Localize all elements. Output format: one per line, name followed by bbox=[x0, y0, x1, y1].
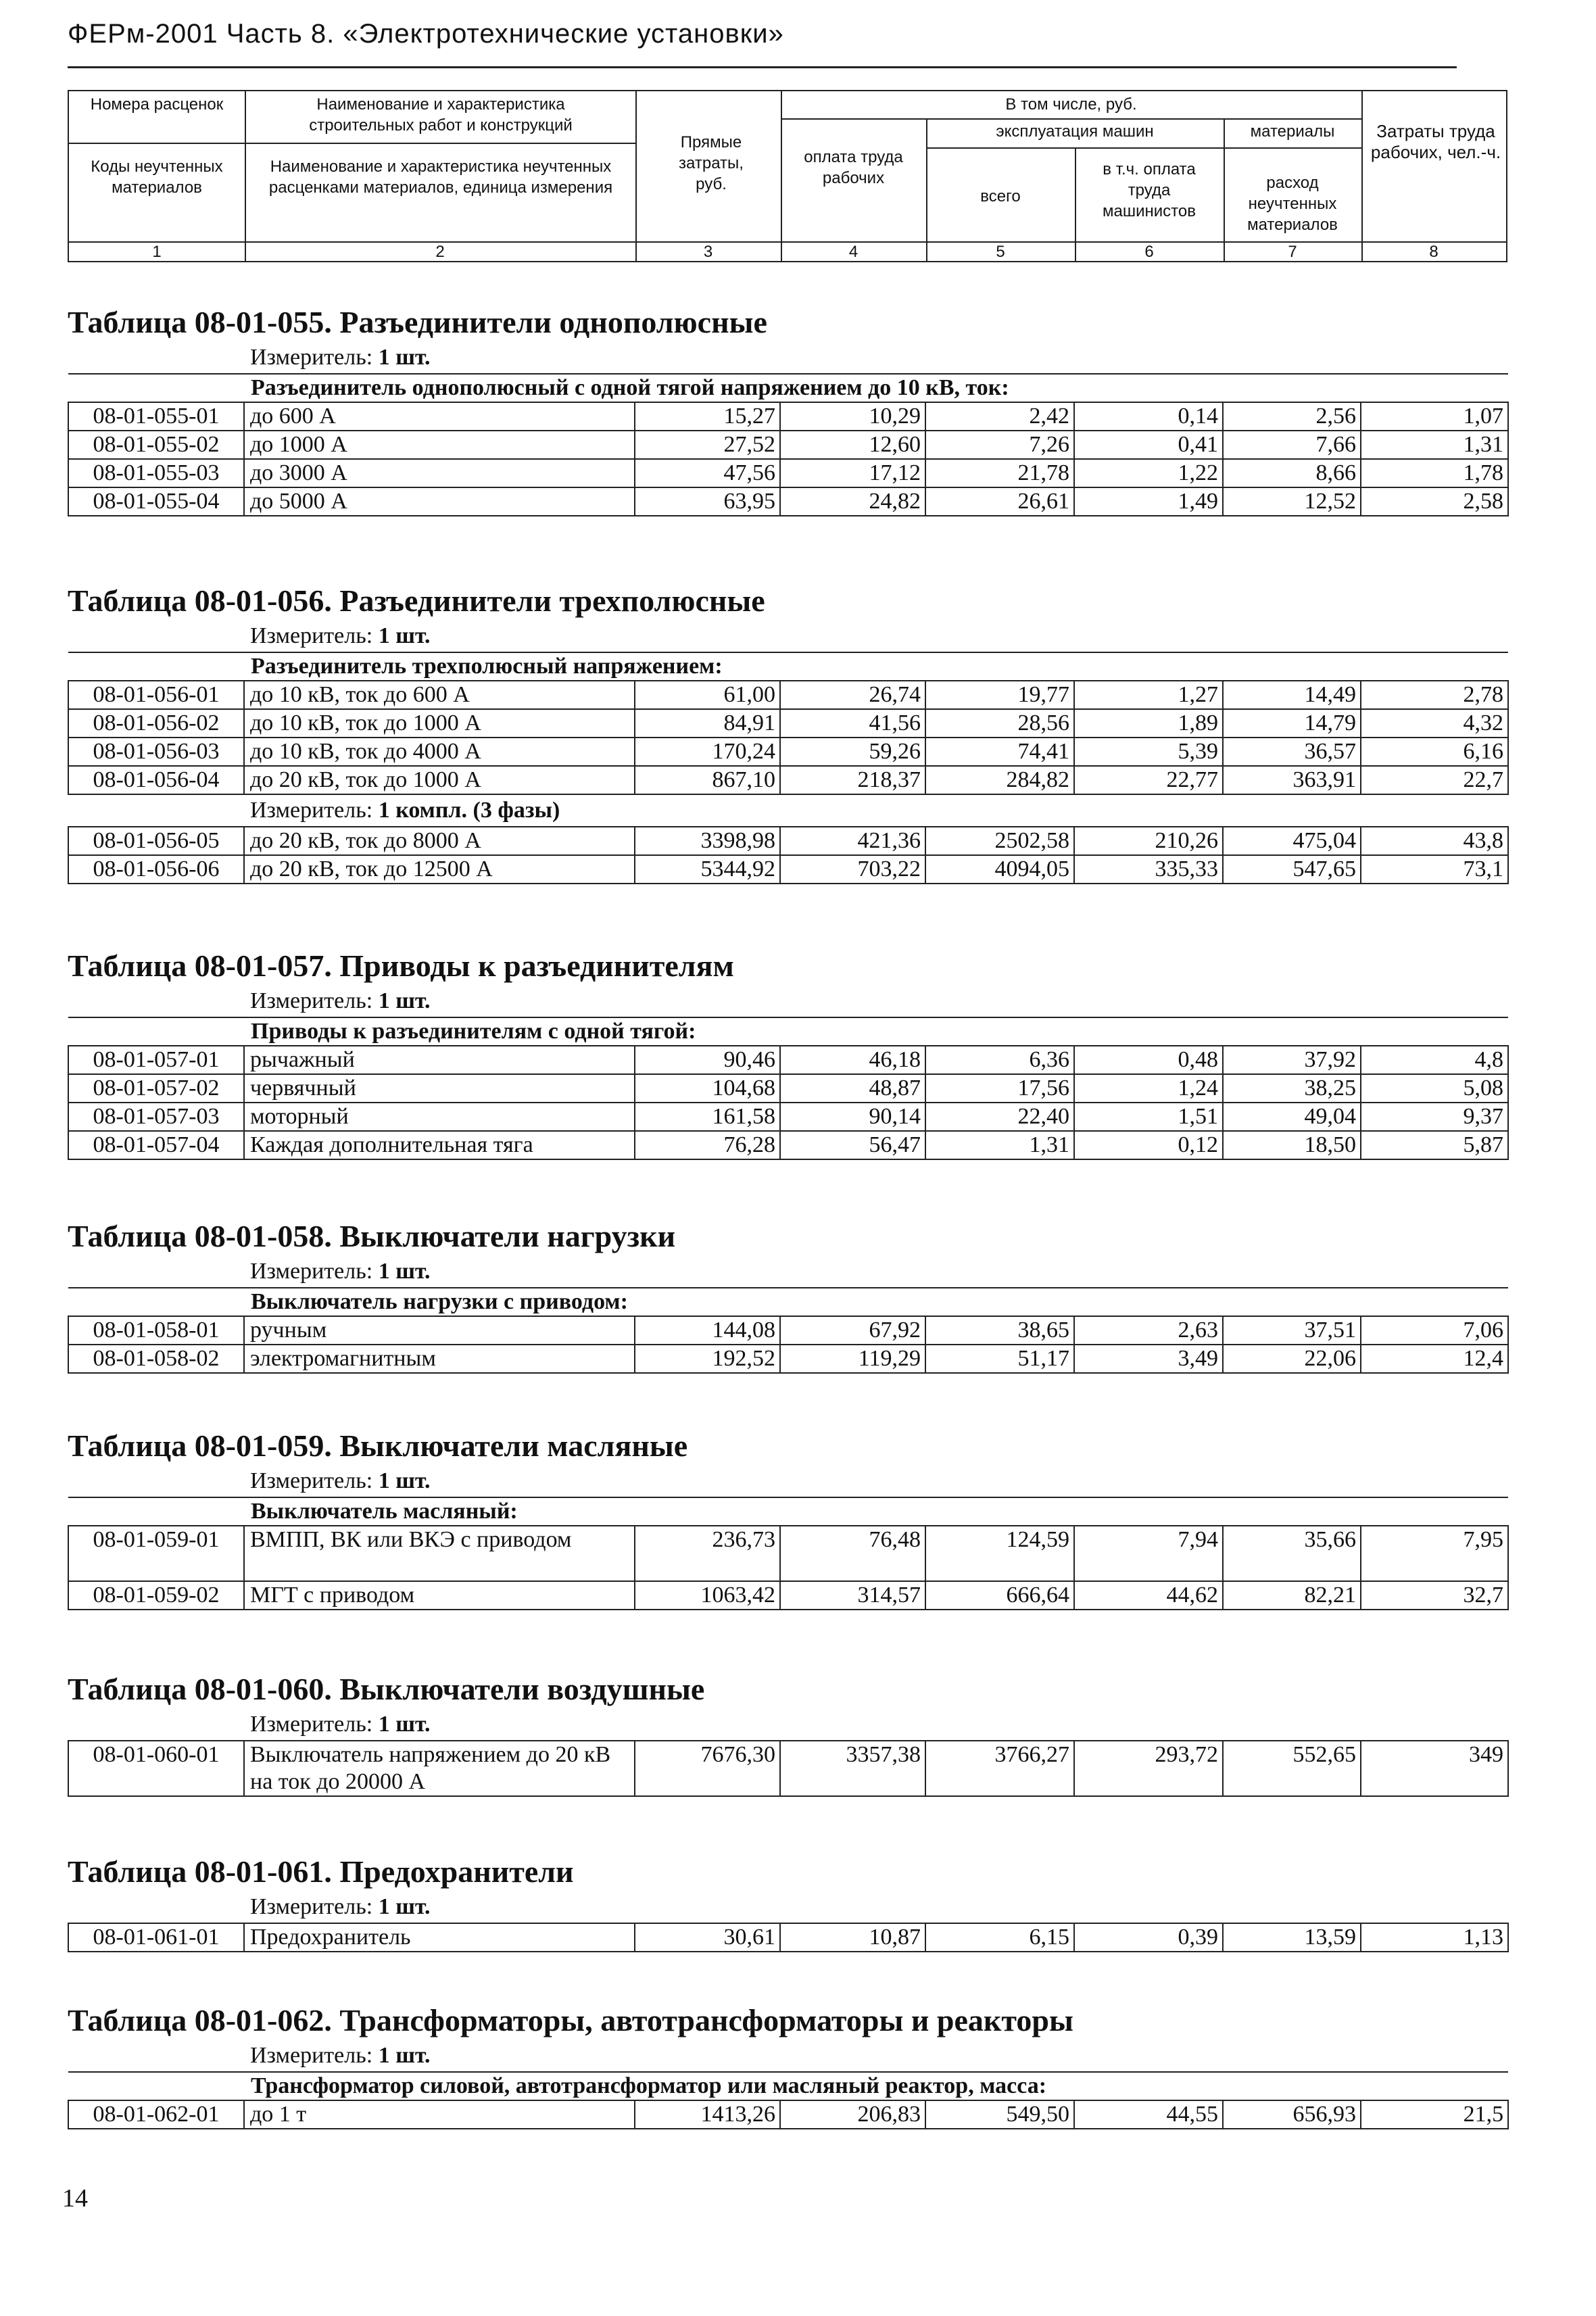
group-heading: Выключатель нагрузки с приводом: bbox=[68, 1288, 1508, 1316]
rate-code: 08-01-056-03 bbox=[68, 738, 244, 766]
header-in-total: В том числе, руб. bbox=[1005, 95, 1137, 114]
operator-wages: 2,63 bbox=[1074, 1316, 1223, 1345]
labor-hours: 7,06 bbox=[1361, 1316, 1508, 1345]
table-row bbox=[68, 709, 1508, 738]
table-row bbox=[68, 738, 1508, 766]
item-description: Предохранитель bbox=[244, 1923, 635, 1952]
unit-line bbox=[250, 2040, 1507, 2071]
labor-hours: 2,78 bbox=[1361, 681, 1508, 709]
worker-wages: 10,29 bbox=[780, 402, 925, 431]
rate-code: 08-01-055-01 bbox=[68, 402, 244, 431]
rate-table-block bbox=[68, 1426, 1507, 1610]
divider bbox=[245, 91, 246, 261]
data-table bbox=[68, 1923, 1509, 1952]
group-heading: Выключатель масляный: bbox=[68, 1497, 1508, 1526]
unit-prefix: Измеритель: bbox=[250, 1712, 373, 1737]
operator-wages: 44,55 bbox=[1074, 2100, 1223, 2129]
materials: 547,65 bbox=[1223, 855, 1361, 884]
direct-costs: 192,52 bbox=[635, 1345, 780, 1373]
materials: 7,66 bbox=[1223, 431, 1361, 459]
unit-line bbox=[250, 1466, 1507, 1497]
operator-wages: 0,39 bbox=[1074, 1923, 1223, 1952]
group-heading: Разъединитель однополюсный с одной тягой напряжением до 10 кВ, ток: bbox=[68, 374, 1508, 402]
rate-code: 08-01-061-01 bbox=[68, 1923, 244, 1952]
unit-value: 1 шт. bbox=[378, 988, 431, 1013]
labor-hours: 73,1 bbox=[1361, 855, 1508, 884]
unit-prefix: Измеритель: bbox=[250, 988, 373, 1013]
col-number: 2 bbox=[435, 243, 445, 261]
data-table bbox=[68, 1017, 1509, 1160]
operator-wages: 0,14 bbox=[1074, 402, 1223, 431]
table-row bbox=[68, 431, 1508, 459]
materials: 37,51 bbox=[1223, 1316, 1361, 1345]
unit-value: 1 шт. bbox=[378, 345, 431, 370]
item-description: червячный bbox=[244, 1074, 635, 1103]
direct-costs: 170,24 bbox=[635, 738, 780, 766]
header-work-name: Наименование и характеристика строительных работ и конструкций bbox=[309, 95, 573, 135]
materials: 14,79 bbox=[1223, 709, 1361, 738]
direct-costs: 236,73 bbox=[635, 1526, 780, 1581]
operator-wages: 335,33 bbox=[1074, 855, 1223, 884]
rate-table-block bbox=[68, 581, 1507, 884]
worker-wages: 59,26 bbox=[780, 738, 925, 766]
group-heading: Трансформатор силовой, автотрансформатор или масляный реактор, масса: bbox=[68, 2072, 1508, 2100]
divider bbox=[1361, 91, 1363, 261]
unit-prefix: Измеритель: bbox=[250, 623, 373, 648]
materials: 38,25 bbox=[1223, 1074, 1361, 1103]
machine-total: 2502,58 bbox=[925, 827, 1074, 855]
labor-hours: 2,58 bbox=[1361, 487, 1508, 516]
table-title: Таблица 08-01-057. Приводы к разъединителям bbox=[68, 948, 734, 983]
table-row bbox=[68, 1103, 1508, 1131]
unit-line bbox=[250, 986, 1507, 1017]
unit-value: 1 шт. bbox=[378, 2043, 431, 2068]
machine-total: 666,64 bbox=[925, 1581, 1074, 1610]
machine-total: 6,36 bbox=[925, 1046, 1074, 1074]
unit-prefix: Измеритель: bbox=[250, 345, 373, 370]
worker-wages: 90,14 bbox=[780, 1103, 925, 1131]
group-heading: Приводы к разъединителям с одной тягой: bbox=[68, 1017, 1508, 1046]
header-rate-numbers: Номера расценок bbox=[90, 95, 224, 114]
labor-hours: 7,95 bbox=[1361, 1526, 1508, 1581]
direct-costs: 144,08 bbox=[635, 1316, 780, 1345]
materials: 2,56 bbox=[1223, 402, 1361, 431]
running-header: ФЕРм-2001 Часть 8. «Электротехнические установки» bbox=[68, 19, 784, 49]
worker-wages: 3357,38 bbox=[780, 1741, 925, 1796]
group-heading: Разъединитель трехполюсный напряжением: bbox=[68, 652, 1508, 681]
machine-total: 4094,05 bbox=[925, 855, 1074, 884]
operator-wages: 1,49 bbox=[1074, 487, 1223, 516]
page-number: 14 bbox=[62, 2184, 88, 2213]
data-table bbox=[68, 652, 1509, 795]
header-operator-wages: в т.ч. оплата труда машинистов bbox=[1103, 160, 1196, 220]
labor-hours: 43,8 bbox=[1361, 827, 1508, 855]
unit-line bbox=[250, 342, 1507, 373]
labor-hours: 1,31 bbox=[1361, 431, 1508, 459]
worker-wages: 76,48 bbox=[780, 1526, 925, 1581]
divider bbox=[926, 147, 1361, 149]
table-row bbox=[68, 855, 1508, 884]
item-description: ВМПП, ВК или ВКЭ с приводом bbox=[244, 1526, 635, 1581]
rate-code: 08-01-056-05 bbox=[68, 827, 244, 855]
worker-wages: 67,92 bbox=[780, 1316, 925, 1345]
table-row bbox=[68, 1526, 1508, 1581]
worker-wages: 218,37 bbox=[780, 766, 925, 794]
worker-wages: 119,29 bbox=[780, 1345, 925, 1373]
unit-prefix: Измеритель: bbox=[250, 1894, 373, 1919]
machine-total: 38,65 bbox=[925, 1316, 1074, 1345]
divider bbox=[635, 91, 637, 261]
worker-wages: 703,22 bbox=[780, 855, 925, 884]
header-materials: материалы bbox=[1250, 122, 1335, 141]
item-description: до 600 А bbox=[244, 402, 635, 431]
table-row bbox=[68, 402, 1508, 431]
machine-total: 22,40 bbox=[925, 1103, 1074, 1131]
table-row bbox=[68, 1923, 1508, 1952]
item-description: до 1 т bbox=[244, 2100, 635, 2129]
rate-code: 08-01-058-01 bbox=[68, 1316, 244, 1345]
table-row bbox=[68, 1316, 1508, 1345]
rate-code: 08-01-057-01 bbox=[68, 1046, 244, 1074]
col-number: 8 bbox=[1429, 243, 1438, 261]
materials: 35,66 bbox=[1223, 1526, 1361, 1581]
labor-hours: 9,37 bbox=[1361, 1103, 1508, 1131]
data-table bbox=[68, 2071, 1509, 2129]
unit-line bbox=[250, 1256, 1507, 1287]
direct-costs: 1413,26 bbox=[635, 2100, 780, 2129]
item-description: Каждая дополнительная тяга bbox=[244, 1131, 635, 1159]
rate-code: 08-01-055-04 bbox=[68, 487, 244, 516]
operator-wages: 5,39 bbox=[1074, 738, 1223, 766]
worker-wages: 41,56 bbox=[780, 709, 925, 738]
data-table bbox=[68, 373, 1509, 516]
item-description: ручным bbox=[244, 1316, 635, 1345]
col-number: 4 bbox=[848, 243, 859, 261]
worker-wages: 48,87 bbox=[780, 1074, 925, 1103]
operator-wages: 0,41 bbox=[1074, 431, 1223, 459]
labor-hours: 4,8 bbox=[1361, 1046, 1508, 1074]
worker-wages: 46,18 bbox=[780, 1046, 925, 1074]
item-description: рычажный bbox=[244, 1046, 635, 1074]
machine-total: 2,42 bbox=[925, 402, 1074, 431]
rate-table-block bbox=[68, 303, 1507, 516]
materials: 22,06 bbox=[1223, 1345, 1361, 1373]
materials: 363,91 bbox=[1223, 766, 1361, 794]
item-description: МГТ с приводом bbox=[244, 1581, 635, 1610]
materials: 36,57 bbox=[1223, 738, 1361, 766]
rate-code: 08-01-056-01 bbox=[68, 681, 244, 709]
header-machines: эксплуатация машин bbox=[996, 122, 1154, 141]
direct-costs: 3398,98 bbox=[635, 827, 780, 855]
direct-costs: 7676,30 bbox=[635, 1741, 780, 1796]
materials: 18,50 bbox=[1223, 1131, 1361, 1159]
unit-line bbox=[250, 1891, 1507, 1923]
rate-table-block bbox=[68, 1852, 1507, 1952]
materials: 475,04 bbox=[1223, 827, 1361, 855]
materials: 552,65 bbox=[1223, 1741, 1361, 1796]
worker-wages: 10,87 bbox=[780, 1923, 925, 1952]
item-description: до 20 кВ, ток до 12500 А bbox=[244, 855, 635, 884]
table-row bbox=[68, 1074, 1508, 1103]
item-description: до 10 кВ, ток до 600 А bbox=[244, 681, 635, 709]
table-title: Таблица 08-01-062. Трансформаторы, автотрансформаторы и реакторы bbox=[68, 2003, 1073, 2037]
direct-costs: 161,58 bbox=[635, 1103, 780, 1131]
item-description: до 1000 А bbox=[244, 431, 635, 459]
table-title: Таблица 08-01-058. Выключатели нагрузки bbox=[68, 1219, 676, 1253]
rate-code: 08-01-062-01 bbox=[68, 2100, 244, 2129]
col-number: 3 bbox=[703, 243, 713, 261]
worker-wages: 314,57 bbox=[780, 1581, 925, 1610]
header-rule bbox=[68, 66, 1457, 68]
table-title: Таблица 08-01-061. Предохранители bbox=[68, 1854, 574, 1889]
worker-wages: 26,74 bbox=[780, 681, 925, 709]
labor-hours: 12,4 bbox=[1361, 1345, 1508, 1373]
item-description: Выключатель напряжением до 20 кВ на ток до 20000 А bbox=[244, 1741, 635, 1796]
table-row bbox=[68, 1581, 1508, 1610]
materials: 49,04 bbox=[1223, 1103, 1361, 1131]
unit-prefix: Измеритель: bbox=[250, 2043, 373, 2068]
direct-costs: 30,61 bbox=[635, 1923, 780, 1952]
machine-total: 1,31 bbox=[925, 1131, 1074, 1159]
unit-value: 1 шт. bbox=[378, 623, 431, 648]
direct-costs: 1063,42 bbox=[635, 1581, 780, 1610]
worker-wages: 12,60 bbox=[780, 431, 925, 459]
rate-code: 08-01-056-06 bbox=[68, 855, 244, 884]
direct-costs: 76,28 bbox=[635, 1131, 780, 1159]
unit-line bbox=[250, 1709, 1507, 1740]
divider bbox=[781, 118, 1361, 120]
data-table bbox=[68, 1740, 1509, 1797]
operator-wages: 0,12 bbox=[1074, 1131, 1223, 1159]
machine-total: 124,59 bbox=[925, 1526, 1074, 1581]
direct-costs: 5344,92 bbox=[635, 855, 780, 884]
operator-wages: 7,94 bbox=[1074, 1526, 1223, 1581]
machine-total: 51,17 bbox=[925, 1345, 1074, 1373]
machine-total: 17,56 bbox=[925, 1074, 1074, 1103]
labor-hours: 1,07 bbox=[1361, 402, 1508, 431]
table-row bbox=[68, 1345, 1508, 1373]
item-description: моторный bbox=[244, 1103, 635, 1131]
direct-costs: 867,10 bbox=[635, 766, 780, 794]
machine-total: 19,77 bbox=[925, 681, 1074, 709]
col-number: 1 bbox=[152, 243, 162, 261]
rate-code: 08-01-058-02 bbox=[68, 1345, 244, 1373]
direct-costs: 63,95 bbox=[635, 487, 780, 516]
machine-total: 26,61 bbox=[925, 487, 1074, 516]
labor-hours: 21,5 bbox=[1361, 2100, 1508, 2129]
operator-wages: 22,77 bbox=[1074, 766, 1223, 794]
rate-code: 08-01-060-01 bbox=[68, 1741, 244, 1796]
operator-wages: 1,24 bbox=[1074, 1074, 1223, 1103]
data-table bbox=[68, 1287, 1509, 1374]
operator-wages: 3,49 bbox=[1074, 1345, 1223, 1373]
unit-value: 1 шт. bbox=[378, 1712, 431, 1737]
item-description: электромагнитным bbox=[244, 1345, 635, 1373]
labor-hours: 349 bbox=[1361, 1741, 1508, 1796]
direct-costs: 15,27 bbox=[635, 402, 780, 431]
operator-wages: 210,26 bbox=[1074, 827, 1223, 855]
rate-code: 08-01-057-03 bbox=[68, 1103, 244, 1131]
column-headers bbox=[68, 90, 1507, 262]
rate-code: 08-01-055-03 bbox=[68, 459, 244, 487]
direct-costs: 104,68 bbox=[635, 1074, 780, 1103]
unit-value: 1 шт. bbox=[378, 1468, 431, 1493]
unit-line bbox=[250, 795, 1507, 826]
unit-prefix: Измеритель: bbox=[250, 1468, 373, 1493]
data-table bbox=[68, 1497, 1509, 1610]
rate-code: 08-01-059-01 bbox=[68, 1526, 244, 1581]
direct-costs: 84,91 bbox=[635, 709, 780, 738]
table-title: Таблица 08-01-059. Выключатели масляные bbox=[68, 1428, 688, 1463]
item-description: до 5000 А bbox=[244, 487, 635, 516]
table-row bbox=[68, 459, 1508, 487]
rate-code: 08-01-057-02 bbox=[68, 1074, 244, 1103]
item-description: до 3000 А bbox=[244, 459, 635, 487]
machine-total: 284,82 bbox=[925, 766, 1074, 794]
materials: 8,66 bbox=[1223, 459, 1361, 487]
direct-costs: 61,00 bbox=[635, 681, 780, 709]
materials: 656,93 bbox=[1223, 2100, 1361, 2129]
table-title: Таблица 08-01-060. Выключатели воздушные bbox=[68, 1672, 705, 1706]
table-row bbox=[68, 681, 1508, 709]
table-row bbox=[68, 1046, 1508, 1074]
materials: 82,21 bbox=[1223, 1581, 1361, 1610]
table-row bbox=[68, 2100, 1508, 2129]
machine-total: 549,50 bbox=[925, 2100, 1074, 2129]
direct-costs: 90,46 bbox=[635, 1046, 780, 1074]
materials: 13,59 bbox=[1223, 1923, 1361, 1952]
materials: 14,49 bbox=[1223, 681, 1361, 709]
direct-costs: 47,56 bbox=[635, 459, 780, 487]
labor-hours: 5,08 bbox=[1361, 1074, 1508, 1103]
header-total: всего bbox=[980, 187, 1021, 206]
unit-value: 1 шт. bbox=[378, 1259, 431, 1284]
labor-hours: 1,78 bbox=[1361, 459, 1508, 487]
header-wages: оплата труда рабочих bbox=[804, 148, 903, 187]
labor-hours: 22,7 bbox=[1361, 766, 1508, 794]
labor-hours: 6,16 bbox=[1361, 738, 1508, 766]
unit-prefix: Измеритель: bbox=[250, 798, 373, 823]
operator-wages: 1,22 bbox=[1074, 459, 1223, 487]
data-table bbox=[68, 826, 1509, 884]
labor-hours: 5,87 bbox=[1361, 1131, 1508, 1159]
header-material-consumption: расход неучтенных материалов bbox=[1247, 174, 1338, 234]
labor-hours: 32,7 bbox=[1361, 1581, 1508, 1610]
unit-line bbox=[250, 621, 1507, 652]
unit-prefix: Измеритель: bbox=[250, 1259, 373, 1284]
unit-value: 1 шт. bbox=[378, 1894, 431, 1919]
machine-total: 6,15 bbox=[925, 1923, 1074, 1952]
operator-wages: 1,27 bbox=[1074, 681, 1223, 709]
rate-table-block bbox=[68, 2001, 1507, 2129]
header-direct-costs: Прямые затраты, руб. bbox=[679, 133, 744, 193]
table-row bbox=[68, 827, 1508, 855]
rate-code: 08-01-056-02 bbox=[68, 709, 244, 738]
worker-wages: 24,82 bbox=[780, 487, 925, 516]
materials: 37,92 bbox=[1223, 1046, 1361, 1074]
item-description: до 10 кВ, ток до 1000 А bbox=[244, 709, 635, 738]
rate-code: 08-01-057-04 bbox=[68, 1131, 244, 1159]
header-material-name: Наименование и характеристика неучтенных расценками материалов, единица измерения bbox=[268, 158, 613, 197]
table-row bbox=[68, 1131, 1508, 1159]
divider bbox=[69, 143, 635, 144]
operator-wages: 293,72 bbox=[1074, 1741, 1223, 1796]
operator-wages: 0,48 bbox=[1074, 1046, 1223, 1074]
unit-value: 1 компл. (3 фазы) bbox=[378, 798, 560, 823]
table-title: Таблица 08-01-056. Разъединители трехполюсные bbox=[68, 583, 765, 618]
header-material-codes: Коды неучтенных материалов bbox=[91, 158, 223, 197]
table-row bbox=[68, 487, 1508, 516]
item-description: до 10 кВ, ток до 4000 А bbox=[244, 738, 635, 766]
table-row bbox=[68, 766, 1508, 794]
operator-wages: 44,62 bbox=[1074, 1581, 1223, 1610]
operator-wages: 1,89 bbox=[1074, 709, 1223, 738]
worker-wages: 56,47 bbox=[780, 1131, 925, 1159]
divider bbox=[781, 91, 782, 261]
direct-costs: 27,52 bbox=[635, 431, 780, 459]
labor-hours: 4,32 bbox=[1361, 709, 1508, 738]
worker-wages: 206,83 bbox=[780, 2100, 925, 2129]
table-row bbox=[68, 1741, 1508, 1796]
table-title: Таблица 08-01-055. Разъединители однополюсные bbox=[68, 305, 767, 339]
worker-wages: 17,12 bbox=[780, 459, 925, 487]
rate-code: 08-01-055-02 bbox=[68, 431, 244, 459]
rate-code: 08-01-056-04 bbox=[68, 766, 244, 794]
machine-total: 21,78 bbox=[925, 459, 1074, 487]
rate-table-block bbox=[68, 946, 1507, 1160]
machine-total: 74,41 bbox=[925, 738, 1074, 766]
item-description: до 20 кВ, ток до 1000 А bbox=[244, 766, 635, 794]
worker-wages: 421,36 bbox=[780, 827, 925, 855]
labor-hours: 1,13 bbox=[1361, 1923, 1508, 1952]
item-description: до 20 кВ, ток до 8000 А bbox=[244, 827, 635, 855]
operator-wages: 1,51 bbox=[1074, 1103, 1223, 1131]
col-number: 7 bbox=[1288, 243, 1297, 261]
header-labor: Затраты труда рабочих, чел.-ч. bbox=[1370, 121, 1501, 162]
rate-table-block bbox=[68, 1217, 1507, 1374]
rate-table-block bbox=[68, 1670, 1507, 1797]
col-number: 5 bbox=[996, 243, 1005, 261]
machine-total: 28,56 bbox=[925, 709, 1074, 738]
machine-total: 3766,27 bbox=[925, 1741, 1074, 1796]
materials: 12,52 bbox=[1223, 487, 1361, 516]
machine-total: 7,26 bbox=[925, 431, 1074, 459]
col-number: 6 bbox=[1144, 243, 1154, 261]
rate-code: 08-01-059-02 bbox=[68, 1581, 244, 1610]
